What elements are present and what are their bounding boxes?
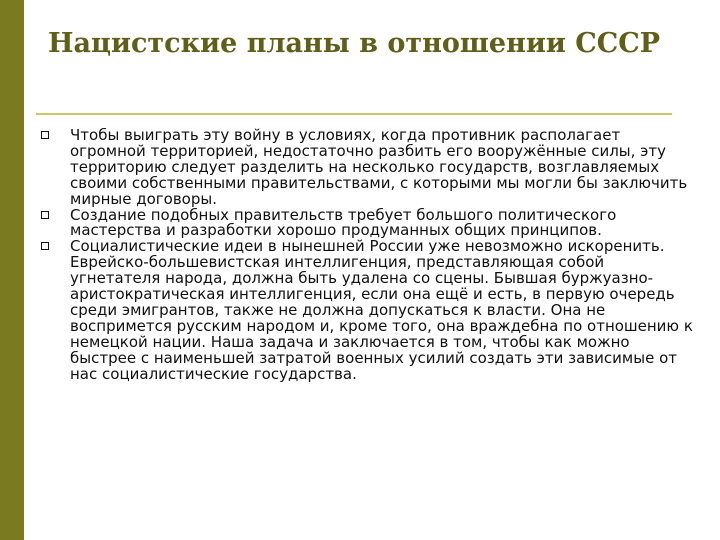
bullet-list xyxy=(40,128,696,383)
title-divider xyxy=(36,113,672,115)
hollow-square-icon xyxy=(41,211,49,219)
bullet-item-1 xyxy=(40,128,696,208)
bullet-item-2 xyxy=(40,205,696,240)
bullet-item-3 xyxy=(40,239,696,382)
bullet-text-1: Чтобы выиграть эту войну в условиях, когда противник располагает огромной территорией, недостаточно разбить его вооружённые силы, эту территорию следует разделить на несколько государств, возглавляемых своими собственными правительствами, с которыми мы могли бы заключить мирные договоры. xyxy=(70,126,688,208)
bullet-text-3: Социалистические идеи в нынешней России уже невозможно искоренить. Еврейско-большевистская интеллигенция, представляющая собой угнетателя народа, должна быть удалена со сцены. Бывшая буржуазно-аристократическая интеллигенция, если она ещё и есть, в первую очередь среди эмигрантов, также не должна допускаться к власти. Она не воспримется русским народом и, кроме того, она враждебна по отношению к немецкой нации. Наша задача и заключается в том, чтобы как можно быстрее с наименьшей затратой военных усилий создать эти зависимые от нас социалистические государства. xyxy=(70,237,693,383)
hollow-square-icon xyxy=(41,131,49,139)
bullet-text-2: Создание подобных правительств требует большого политического мастерства и разработки хорошо продуманных общих принципов. xyxy=(70,205,617,240)
left-accent-bar xyxy=(0,0,24,540)
slide-title: Нацистские планы в отношении СССР xyxy=(48,28,661,59)
hollow-square-icon xyxy=(41,242,49,250)
